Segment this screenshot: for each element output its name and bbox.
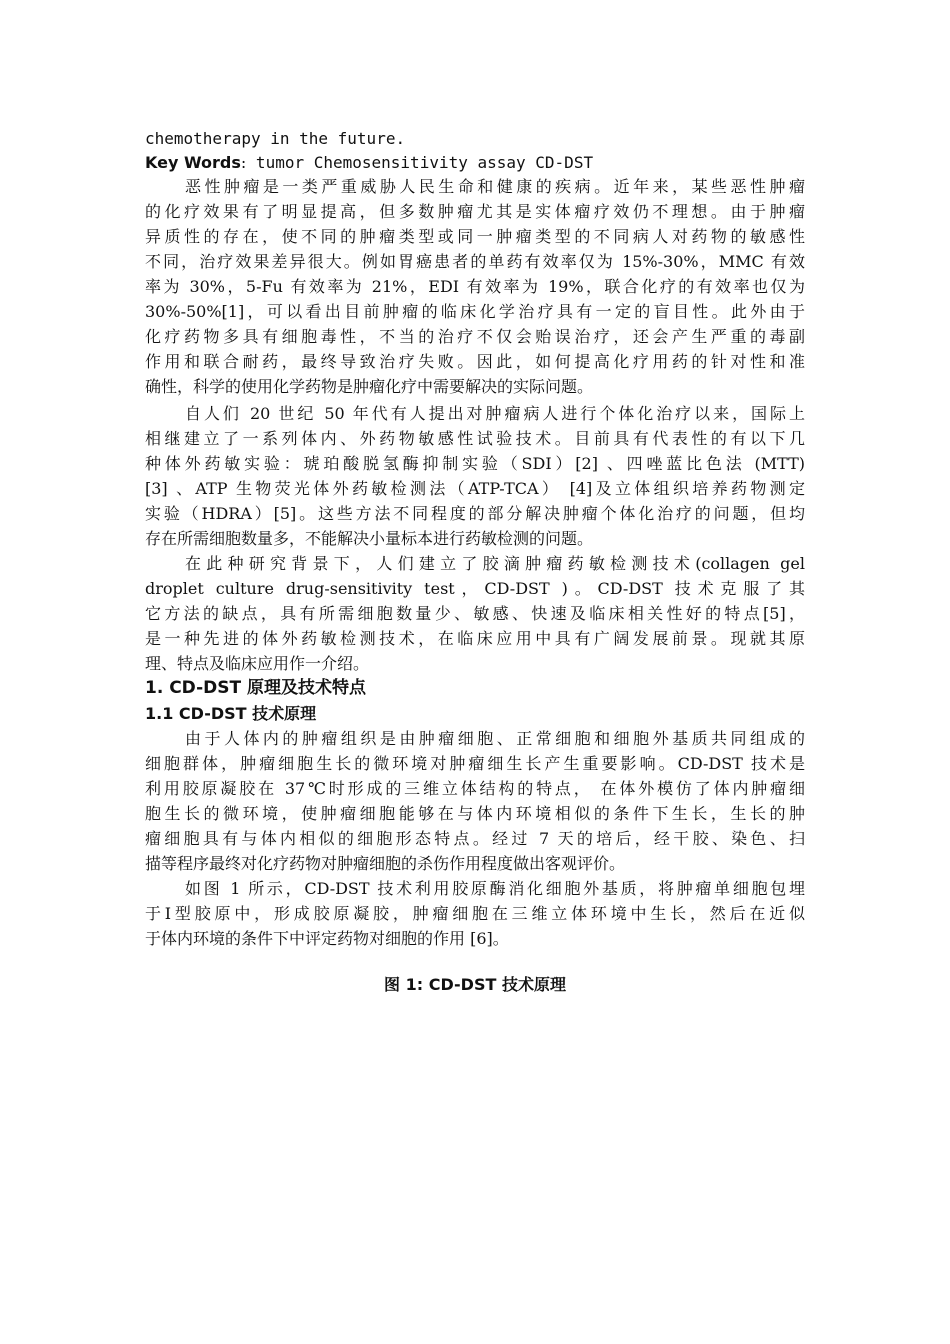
s1-p1-line: 由于人体内的肿瘤组织是由肿瘤细胞、正常细胞和细胞外基质共同组成的 [185,729,805,748]
s1-p1-line: 细胞群体，肿瘤细胞生长的微环境对肿瘤细生长产生重要影响。CD-DST 技术是 [145,754,805,773]
p1-line: 率为 30%，5-Fu 有效率为 21%，EDI 有效率为 19%，联合化疗的有效率也仅为 [145,277,805,296]
p1-line: 恶性肿瘤是一类严重威胁人民生命和健康的疾病。近年来，某些恶性肿瘤 [185,177,805,196]
p2-line: 相继建立了一系列体内、外药物敏感性试验技术。目前具有代表性的有以下几 [145,429,805,448]
s1-p1-line: 瘤细胞具有与体内相似的细胞形态特点。经过 7 天的培后，经干胶、染色、扫 [145,829,805,848]
abstract-tail: chemotherapy in the future. [145,129,406,148]
p1-line: 30%-50%[1]，可以看出目前肿瘤的临床化学治疗具有一定的盲目性。此外由于 [145,302,805,321]
p2-line: 实验（HDRA）[5]。这些方法不同程度的部分解决肿瘤个体化治疗的问题，但均 [145,504,805,523]
keywords-label: Key Words [145,153,241,172]
s1-p1-line: 描等程序最终对化疗药物对肿瘤细胞的杀伤作用程度做出客观评价。 [145,854,626,873]
p1-line: 确性，科学的使用化学药物是肿瘤化疗中需要解决的实际问题。 [145,377,594,396]
p2-line: 自人们 20 世纪 50 年代有人提出对肿瘤病人进行个体化治疗以来，国际上 [185,404,805,423]
p1-line: 的化疗效果有了明显提高，但多数肿瘤尤其是实体瘤疗效仍不理想。由于肿瘤 [145,202,805,221]
keywords-text: tumor Chemosensitivity assay CD-DST [246,153,594,172]
p3-line: 在此种研究背景下，人们建立了胶滴肿瘤药敏检测技术(collagen gel [185,554,805,573]
keywords-line [145,151,805,174]
s1-p1-line: 利用胶原凝胶在 37℃时形成的三维立体结构的特点， 在体外模仿了体内肿瘤细 [145,779,805,798]
s1-p2-line: 如图 1 所示，CD-DST 技术利用胶原酶消化细胞外基质，将肿瘤单细胞包埋 [185,879,805,898]
s1-p2-line: 于Ⅰ型胶原中，形成胶原凝胶，肿瘤细胞在三维立体环境中生长，然后在近似 [145,904,805,923]
p1-line: 作用和联合耐药，最终导致治疗失败。因此，如何提高化疗用药的针对性和准 [145,352,805,371]
p3-line: droplet culture drug-sensitivity test，CD-DST )。CD-DST 技术克服了其 [145,579,805,598]
p1-line: 化疗药物多具有细胞毒性，不当的治疗不仅会贻误治疗，还会产生严重的毒副 [145,327,805,346]
p1-line: 不同，治疗效果差异很大。例如胃癌患者的单药有效率仅为 15%-30%，MMC 有效 [145,252,805,271]
p3-line: 是一种先进的体外药敏检测技术，在临床应用中具有广阔发展前景。现就其原 [145,629,805,648]
p2-line: 种体外药敏实验：琥珀酸脱氢酶抑制实验（SDI）[2] 、四唑蓝比色法 (MTT) [145,454,805,473]
p3-line: 它方法的缺点，具有所需细胞数量少、敏感、快速及临床相关性好的特点[5]， [145,604,805,623]
p2-line: [3] 、ATP 生物荧光体外药敏检测法（ATP-TCA） [4]及立体组织培养药物测定 [145,479,805,498]
figure-caption: 图 1: CD-DST 技术原理 [384,975,566,994]
p1-line: 异质性的存在，使不同的肿瘤类型或同一肿瘤类型的不同病人对药物的敏感性 [145,227,805,246]
s1-p1-line: 胞生长的微环境，使肿瘤细胞能够在与体内环境相似的条件下生长，生长的肿 [145,804,805,823]
keywords-separator: : [240,153,247,172]
p2-line: 存在所需细胞数量多，不能解决小量标本进行药敏检测的问题。 [145,529,594,548]
p3-line: 理、特点及临床应用作一介绍。 [145,654,370,673]
s1-p2-line: 于体内环境的条件下中评定药物对细胞的作用 [6]。 [145,929,509,948]
subsection-heading: 1.1 CD-DST 技术原理 [145,704,317,723]
section-heading: 1. CD-DST 原理及技术特点 [145,678,367,698]
